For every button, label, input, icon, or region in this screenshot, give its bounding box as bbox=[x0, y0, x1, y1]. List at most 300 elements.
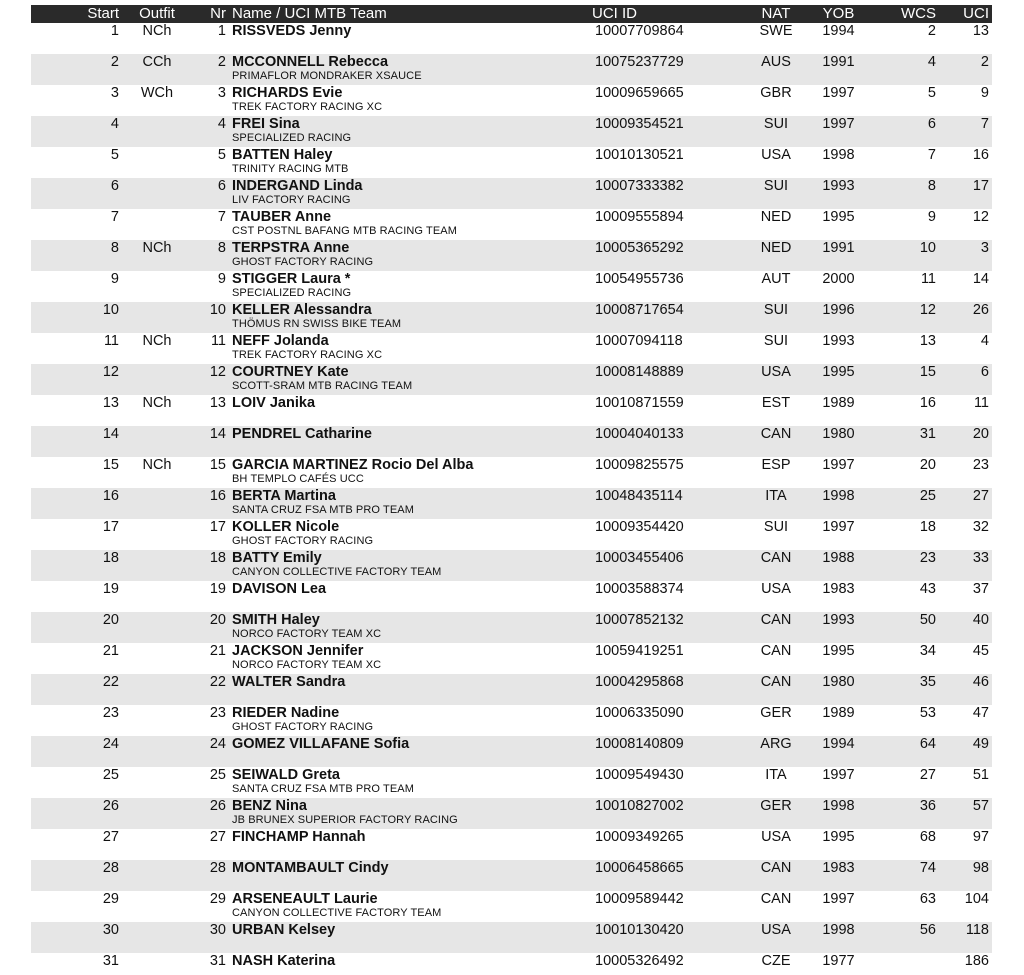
cell-nat: SUI bbox=[763, 302, 789, 318]
rider-name: TAUBER Anne bbox=[232, 209, 332, 225]
cell-nat: SUI bbox=[763, 333, 789, 349]
rider-name: ARSENEAULT Laurie bbox=[232, 891, 378, 907]
cell-team-name: GHOST FACTORY RACING bbox=[232, 721, 374, 733]
cell-uci-rank: 16 bbox=[972, 147, 989, 163]
table-row bbox=[31, 705, 992, 736]
rider-name: RIEDER Nadine bbox=[232, 705, 340, 721]
cell-nat: CAN bbox=[760, 612, 792, 628]
cell-rider-name bbox=[232, 488, 612, 505]
cell-yob: 1989 bbox=[822, 395, 855, 411]
cell-wcs: 4 bbox=[927, 54, 936, 70]
rider-name: SMITH Haley bbox=[232, 612, 320, 628]
table-row bbox=[31, 953, 992, 973]
cell-team-name: THÖMUS RN SWISS BIKE TEAM bbox=[232, 318, 402, 330]
cell-yob: 1998 bbox=[822, 488, 855, 504]
cell-uci-rank: 40 bbox=[972, 612, 989, 628]
header-name-team: Name / UCI MTB Team bbox=[232, 5, 387, 22]
rider-name: DAVISON Lea bbox=[232, 581, 327, 597]
cell-start: 24 bbox=[102, 736, 119, 752]
cell-uci-id: 10075237729 bbox=[595, 54, 684, 70]
cell-start: 31 bbox=[102, 953, 119, 969]
cell-rider-name bbox=[232, 643, 612, 660]
rider-name: BATTEN Haley bbox=[232, 147, 333, 163]
cell-uci-id: 10009354521 bbox=[595, 116, 684, 132]
cell-start: 9 bbox=[110, 271, 119, 287]
cell-wcs: 16 bbox=[919, 395, 936, 411]
cell-outfit: WCh bbox=[140, 85, 174, 101]
cell-start: 21 bbox=[102, 643, 119, 659]
cell-start: 4 bbox=[110, 116, 119, 132]
rider-name: FINCHAMP Hannah bbox=[232, 829, 366, 845]
cell-start: 2 bbox=[110, 54, 119, 70]
cell-yob: 1991 bbox=[822, 240, 855, 256]
cell-nat: CAN bbox=[760, 550, 792, 566]
cell-wcs: 68 bbox=[919, 829, 936, 845]
table-row bbox=[31, 736, 992, 767]
cell-yob: 1997 bbox=[822, 85, 855, 101]
cell-uci-rank: 104 bbox=[964, 891, 989, 907]
cell-team-name: GHOST FACTORY RACING bbox=[232, 535, 374, 547]
cell-yob: 1997 bbox=[822, 767, 855, 783]
cell-nat: CAN bbox=[760, 643, 792, 659]
cell-wcs: 18 bbox=[919, 519, 936, 535]
cell-rider-name bbox=[232, 674, 612, 691]
cell-wcs: 50 bbox=[919, 612, 936, 628]
rider-name: LOIV Janika bbox=[232, 395, 316, 411]
cell-uci-id: 10007852132 bbox=[595, 612, 684, 628]
cell-team-name: CANYON COLLECTIVE FACTORY TEAM bbox=[232, 566, 442, 578]
table-row bbox=[31, 612, 992, 643]
cell-yob: 1977 bbox=[822, 953, 855, 969]
cell-rider-name bbox=[232, 736, 612, 753]
table-row bbox=[31, 178, 992, 209]
cell-uci-id: 10010871559 bbox=[595, 395, 684, 411]
cell-nat: ARG bbox=[760, 736, 792, 752]
cell-nr: 3 bbox=[217, 85, 226, 101]
cell-rider-name bbox=[232, 612, 612, 629]
rider-name: RICHARDS Evie bbox=[232, 85, 343, 101]
cell-team-name: CST POSTNL BAFANG MTB RACING TEAM bbox=[232, 225, 457, 237]
cell-uci-rank: 47 bbox=[972, 705, 989, 721]
cell-uci-rank: 13 bbox=[972, 23, 989, 39]
cell-yob: 1995 bbox=[822, 643, 855, 659]
rider-name: COURTNEY Kate bbox=[232, 364, 349, 380]
cell-nr: 28 bbox=[209, 860, 226, 876]
cell-uci-id: 10059419251 bbox=[595, 643, 684, 659]
cell-wcs: 23 bbox=[919, 550, 936, 566]
rider-name: GARCIA MARTINEZ Rocio Del Alba bbox=[232, 457, 474, 473]
cell-uci-id: 10009349265 bbox=[595, 829, 684, 845]
cell-rider-name bbox=[232, 581, 612, 598]
cell-nr: 21 bbox=[209, 643, 226, 659]
cell-start: 26 bbox=[102, 798, 119, 814]
cell-wcs: 64 bbox=[919, 736, 936, 752]
cell-rider-name bbox=[232, 953, 612, 970]
cell-wcs: 2 bbox=[927, 23, 936, 39]
table-row bbox=[31, 767, 992, 798]
header-uci-id: UCI ID bbox=[592, 5, 637, 22]
table-row bbox=[31, 457, 992, 488]
cell-uci-rank: 2 bbox=[980, 54, 989, 70]
cell-uci-id: 10010130521 bbox=[595, 147, 684, 163]
cell-wcs: 34 bbox=[919, 643, 936, 659]
cell-nat: USA bbox=[761, 829, 791, 845]
table-row bbox=[31, 395, 992, 426]
cell-rider-name bbox=[232, 85, 612, 102]
cell-nr: 11 bbox=[210, 333, 226, 349]
cell-wcs: 8 bbox=[927, 178, 936, 194]
cell-yob: 1994 bbox=[822, 736, 855, 752]
cell-nr: 22 bbox=[209, 674, 226, 690]
table-row bbox=[31, 891, 992, 922]
cell-rider-name bbox=[232, 457, 612, 474]
cell-nat: ITA bbox=[765, 488, 787, 504]
rider-name: URBAN Kelsey bbox=[232, 922, 336, 938]
cell-nat: AUS bbox=[761, 54, 791, 70]
cell-uci-id: 10007333382 bbox=[595, 178, 684, 194]
cell-uci-rank: 45 bbox=[972, 643, 989, 659]
cell-yob: 1983 bbox=[822, 581, 855, 597]
cell-uci-rank: 11 bbox=[973, 395, 989, 411]
cell-rider-name bbox=[232, 705, 612, 722]
cell-start: 10 bbox=[102, 302, 119, 318]
cell-nat: SUI bbox=[763, 519, 789, 535]
cell-nat: NED bbox=[760, 209, 792, 225]
cell-uci-rank: 6 bbox=[980, 364, 989, 380]
cell-yob: 2000 bbox=[822, 271, 855, 287]
cell-nr: 27 bbox=[209, 829, 226, 845]
cell-uci-id: 10008148889 bbox=[595, 364, 684, 380]
table-row bbox=[31, 240, 992, 271]
cell-start: 12 bbox=[102, 364, 119, 380]
cell-wcs: 15 bbox=[919, 364, 936, 380]
cell-wcs: 7 bbox=[927, 147, 936, 163]
table-header bbox=[31, 5, 992, 23]
rider-name: BERTA Martina bbox=[232, 488, 336, 504]
rider-name: BATTY Emily bbox=[232, 550, 322, 566]
cell-start: 19 bbox=[102, 581, 119, 597]
cell-start: 15 bbox=[102, 457, 119, 473]
table-row bbox=[31, 147, 992, 178]
cell-wcs: 36 bbox=[919, 798, 936, 814]
cell-wcs: 25 bbox=[919, 488, 936, 504]
cell-nr: 4 bbox=[217, 116, 226, 132]
header-nat: NAT bbox=[761, 5, 791, 22]
cell-team-name: SANTA CRUZ FSA MTB PRO TEAM bbox=[232, 783, 414, 795]
rider-name: WALTER Sandra bbox=[232, 674, 346, 690]
cell-nr: 24 bbox=[209, 736, 226, 752]
cell-rider-name bbox=[232, 116, 612, 133]
cell-uci-rank: 17 bbox=[972, 178, 989, 194]
cell-wcs: 35 bbox=[919, 674, 936, 690]
cell-yob: 1994 bbox=[822, 23, 855, 39]
cell-wcs: 20 bbox=[919, 457, 936, 473]
cell-start: 14 bbox=[102, 426, 119, 442]
cell-nr: 14 bbox=[209, 426, 226, 442]
cell-yob: 1995 bbox=[822, 364, 855, 380]
cell-uci-id: 10007094118 bbox=[595, 333, 683, 349]
cell-nat: CAN bbox=[760, 674, 792, 690]
cell-rider-name bbox=[232, 54, 612, 71]
cell-team-name: SANTA CRUZ FSA MTB PRO TEAM bbox=[232, 504, 414, 516]
rider-name: MCCONNELL Rebecca bbox=[232, 54, 389, 70]
cell-uci-id: 10048435114 bbox=[595, 488, 683, 504]
table-row bbox=[31, 550, 992, 581]
cell-uci-rank: 46 bbox=[972, 674, 989, 690]
cell-uci-rank: 49 bbox=[972, 736, 989, 752]
table-row bbox=[31, 581, 992, 612]
cell-uci-id: 10009555894 bbox=[595, 209, 684, 225]
cell-wcs: 5 bbox=[927, 85, 936, 101]
header-uci: UCI bbox=[963, 5, 989, 22]
table-row bbox=[31, 860, 992, 891]
cell-yob: 1993 bbox=[822, 178, 855, 194]
cell-start: 17 bbox=[102, 519, 119, 535]
cell-nat: CAN bbox=[760, 860, 792, 876]
cell-uci-id: 10003455406 bbox=[595, 550, 684, 566]
cell-wcs: 56 bbox=[919, 922, 936, 938]
table-row bbox=[31, 116, 992, 147]
cell-wcs: 12 bbox=[919, 302, 936, 318]
cell-uci-rank: 20 bbox=[972, 426, 989, 442]
cell-rider-name bbox=[232, 240, 612, 257]
cell-start: 28 bbox=[102, 860, 119, 876]
table-row bbox=[31, 209, 992, 240]
cell-wcs: 31 bbox=[919, 426, 936, 442]
cell-rider-name bbox=[232, 333, 612, 350]
table-row bbox=[31, 54, 992, 85]
cell-nat: USA bbox=[761, 364, 791, 380]
table-row bbox=[31, 85, 992, 116]
cell-start: 16 bbox=[102, 488, 119, 504]
cell-uci-id: 10006458665 bbox=[595, 860, 684, 876]
cell-rider-name bbox=[232, 860, 612, 877]
cell-team-name: SPECIALIZED RACING bbox=[232, 287, 352, 299]
cell-yob: 1995 bbox=[822, 829, 855, 845]
rider-name: FREI Sina bbox=[232, 116, 300, 132]
cell-uci-id: 10007709864 bbox=[595, 23, 684, 39]
table-body bbox=[31, 23, 992, 973]
cell-start: 29 bbox=[102, 891, 119, 907]
cell-team-name: SPECIALIZED RACING bbox=[232, 132, 352, 144]
cell-outfit: NCh bbox=[142, 23, 172, 39]
cell-start: 20 bbox=[102, 612, 119, 628]
cell-team-name: BH TEMPLO CAFÉS UCC bbox=[232, 473, 364, 485]
cell-uci-rank: 32 bbox=[972, 519, 989, 535]
table-row bbox=[31, 488, 992, 519]
cell-team-name: PRIMAFLOR MONDRAKER XSAUCE bbox=[232, 70, 422, 82]
cell-uci-rank: 186 bbox=[964, 953, 989, 969]
cell-uci-id: 10009825575 bbox=[595, 457, 684, 473]
cell-uci-id: 10005365292 bbox=[595, 240, 684, 256]
cell-nr: 6 bbox=[217, 178, 226, 194]
cell-uci-id: 10006335090 bbox=[595, 705, 684, 721]
cell-nr: 23 bbox=[209, 705, 226, 721]
cell-rider-name bbox=[232, 209, 612, 226]
cell-rider-name bbox=[232, 767, 612, 784]
cell-nat: SUI bbox=[763, 116, 789, 132]
cell-yob: 1993 bbox=[822, 333, 855, 349]
cell-uci-id: 10009354420 bbox=[595, 519, 684, 535]
header-yob: YOB bbox=[822, 5, 855, 22]
cell-uci-rank: 23 bbox=[972, 457, 989, 473]
cell-yob: 1989 bbox=[822, 705, 855, 721]
cell-nat: GER bbox=[760, 798, 792, 814]
cell-nat: CZE bbox=[761, 953, 791, 969]
cell-rider-name bbox=[232, 550, 612, 567]
cell-team-name: NORCO FACTORY TEAM XC bbox=[232, 628, 382, 640]
cell-nat: USA bbox=[761, 147, 791, 163]
cell-team-name: JB BRUNEX SUPERIOR FACTORY RACING bbox=[232, 814, 458, 826]
cell-nat: ITA bbox=[765, 767, 787, 783]
cell-uci-rank: 9 bbox=[980, 85, 989, 101]
cell-rider-name bbox=[232, 364, 612, 381]
cell-nat: CAN bbox=[760, 891, 792, 907]
cell-rider-name bbox=[232, 147, 612, 164]
cell-nat: NED bbox=[760, 240, 792, 256]
table-row bbox=[31, 519, 992, 550]
cell-nat: USA bbox=[761, 922, 791, 938]
cell-nat: ESP bbox=[761, 457, 791, 473]
start-list-table bbox=[31, 5, 992, 973]
rider-name: JACKSON Jennifer bbox=[232, 643, 364, 659]
cell-wcs: 11 bbox=[920, 271, 936, 287]
cell-start: 7 bbox=[110, 209, 119, 225]
cell-yob: 1997 bbox=[822, 457, 855, 473]
cell-start: 1 bbox=[110, 23, 119, 39]
rider-name: NASH Katerina bbox=[232, 953, 336, 969]
cell-nr: 26 bbox=[209, 798, 226, 814]
cell-nr: 5 bbox=[217, 147, 226, 163]
cell-team-name: TREK FACTORY RACING XC bbox=[232, 101, 383, 113]
cell-wcs: 63 bbox=[919, 891, 936, 907]
cell-uci-rank: 57 bbox=[972, 798, 989, 814]
cell-start: 11 bbox=[103, 333, 119, 349]
cell-uci-id: 10008717654 bbox=[595, 302, 684, 318]
cell-nat: SUI bbox=[763, 178, 789, 194]
cell-team-name: LIV FACTORY RACING bbox=[232, 194, 351, 206]
cell-nat: EST bbox=[761, 395, 791, 411]
header-start: Start bbox=[87, 5, 119, 22]
cell-uci-id: 10003588374 bbox=[595, 581, 684, 597]
cell-yob: 1995 bbox=[822, 209, 855, 225]
cell-nr: 9 bbox=[217, 271, 226, 287]
cell-start: 5 bbox=[110, 147, 119, 163]
cell-start: 6 bbox=[110, 178, 119, 194]
cell-nr: 17 bbox=[209, 519, 226, 535]
cell-team-name: NORCO FACTORY TEAM XC bbox=[232, 659, 382, 671]
cell-outfit: NCh bbox=[142, 395, 172, 411]
table-row bbox=[31, 674, 992, 705]
cell-uci-id: 10009659665 bbox=[595, 85, 684, 101]
cell-uci-id: 10008140809 bbox=[595, 736, 684, 752]
cell-yob: 1998 bbox=[822, 798, 855, 814]
cell-nat: GBR bbox=[760, 85, 792, 101]
cell-outfit: NCh bbox=[142, 457, 172, 473]
cell-start: 13 bbox=[102, 395, 119, 411]
cell-rider-name bbox=[232, 798, 612, 815]
cell-yob: 1980 bbox=[822, 674, 855, 690]
cell-nr: 16 bbox=[209, 488, 226, 504]
cell-start: 22 bbox=[102, 674, 119, 690]
cell-uci-rank: 98 bbox=[972, 860, 989, 876]
header-wcs: WCS bbox=[901, 5, 936, 22]
cell-uci-id: 10009549430 bbox=[595, 767, 684, 783]
cell-start: 8 bbox=[110, 240, 119, 256]
cell-nr: 25 bbox=[209, 767, 226, 783]
rider-name: RISSVEDS Jenny bbox=[232, 23, 352, 39]
cell-start: 18 bbox=[102, 550, 119, 566]
cell-uci-id: 10004295868 bbox=[595, 674, 684, 690]
rider-name: KOLLER Nicole bbox=[232, 519, 340, 535]
cell-yob: 1997 bbox=[822, 116, 855, 132]
cell-start: 23 bbox=[102, 705, 119, 721]
cell-nr: 20 bbox=[209, 612, 226, 628]
table-row bbox=[31, 829, 992, 860]
table-row bbox=[31, 23, 992, 54]
cell-uci-rank: 3 bbox=[980, 240, 989, 256]
cell-nat: AUT bbox=[761, 271, 791, 287]
cell-rider-name bbox=[232, 426, 612, 443]
rider-name: MONTAMBAULT Cindy bbox=[232, 860, 389, 876]
header-nr: Nr bbox=[210, 5, 226, 22]
cell-rider-name bbox=[232, 23, 612, 40]
cell-outfit: NCh bbox=[142, 333, 172, 349]
cell-nr: 29 bbox=[209, 891, 226, 907]
rider-name: KELLER Alessandra bbox=[232, 302, 372, 318]
cell-uci-id: 10005326492 bbox=[595, 953, 684, 969]
cell-rider-name bbox=[232, 519, 612, 536]
cell-uci-rank: 26 bbox=[972, 302, 989, 318]
cell-yob: 1983 bbox=[822, 860, 855, 876]
cell-nat: USA bbox=[761, 581, 791, 597]
cell-start: 27 bbox=[102, 829, 119, 845]
rider-name: NEFF Jolanda bbox=[232, 333, 329, 349]
cell-uci-rank: 51 bbox=[972, 767, 989, 783]
cell-rider-name bbox=[232, 922, 612, 939]
cell-uci-id: 10010130420 bbox=[595, 922, 684, 938]
cell-yob: 1998 bbox=[822, 147, 855, 163]
cell-uci-rank: 97 bbox=[972, 829, 989, 845]
cell-uci-rank: 33 bbox=[972, 550, 989, 566]
cell-uci-id: 10009589442 bbox=[595, 891, 684, 907]
cell-nr: 8 bbox=[217, 240, 226, 256]
cell-nr: 15 bbox=[209, 457, 226, 473]
cell-rider-name bbox=[232, 178, 612, 195]
cell-rider-name bbox=[232, 302, 612, 319]
cell-uci-rank: 14 bbox=[972, 271, 989, 287]
cell-nr: 13 bbox=[209, 395, 226, 411]
table-row bbox=[31, 643, 992, 674]
rider-name: PENDREL Catharine bbox=[232, 426, 372, 442]
cell-team-name: SCOTT-SRAM MTB RACING TEAM bbox=[232, 380, 413, 392]
table-row bbox=[31, 364, 992, 395]
cell-outfit: CCh bbox=[142, 54, 172, 70]
cell-yob: 1991 bbox=[822, 54, 855, 70]
cell-uci-rank: 37 bbox=[972, 581, 989, 597]
cell-yob: 1988 bbox=[822, 550, 855, 566]
cell-yob: 1998 bbox=[822, 922, 855, 938]
table-row bbox=[31, 271, 992, 302]
cell-team-name: TREK FACTORY RACING XC bbox=[232, 349, 383, 361]
cell-nr: 31 bbox=[209, 953, 226, 969]
cell-yob: 1980 bbox=[822, 426, 855, 442]
table-row bbox=[31, 922, 992, 953]
cell-uci-rank: 118 bbox=[965, 922, 989, 938]
cell-uci-id: 10054955736 bbox=[595, 271, 684, 287]
cell-yob: 1993 bbox=[822, 612, 855, 628]
cell-wcs: 27 bbox=[919, 767, 936, 783]
